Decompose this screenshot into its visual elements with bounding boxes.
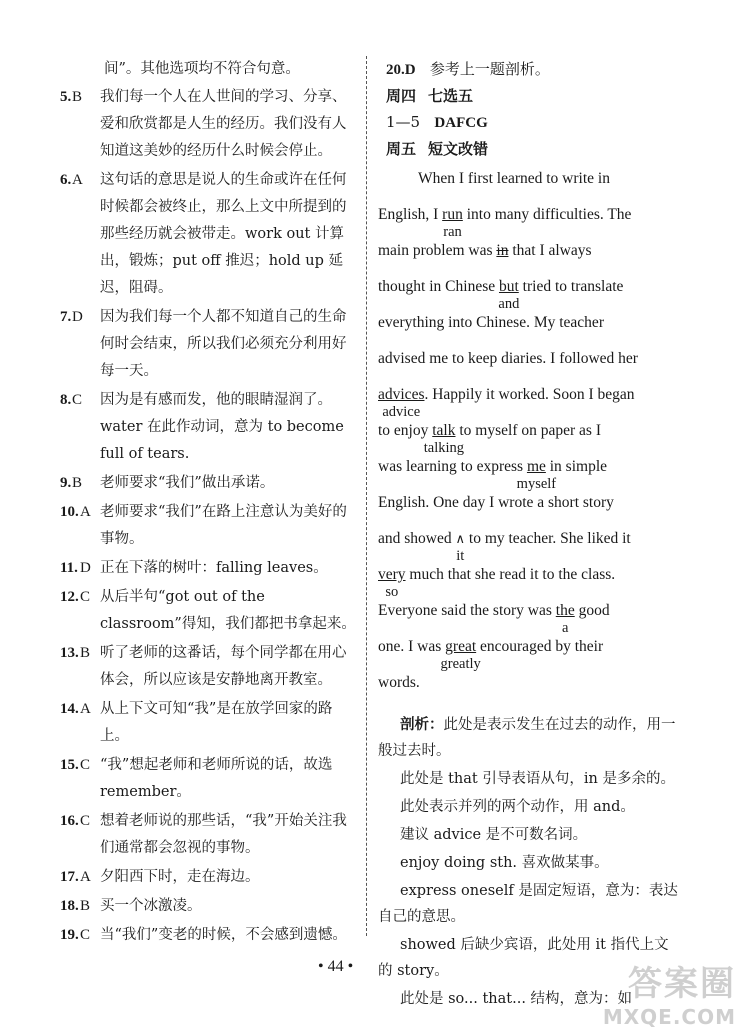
error-word: talk [432, 422, 456, 439]
essay-sentence: English. One day I wrote a short story [378, 494, 614, 511]
essay-text [378, 350, 674, 368]
essay-sentence: to my teacher. She liked it [465, 530, 631, 547]
answer-letter: B [72, 475, 83, 491]
answer-explanation: 买一个冰激凌。 [100, 898, 202, 914]
answer-explanation: “我”想起老师和老师所说的话，故选 remember。 [100, 757, 333, 800]
essay-sentence: that I always [508, 242, 592, 259]
answer-letter: B [72, 89, 83, 105]
essay-text [378, 494, 674, 512]
essay-text [378, 314, 674, 332]
essay-sentence: English, I [378, 206, 443, 223]
answer-letter: A [72, 172, 83, 188]
answer-item [60, 696, 360, 750]
essay-sentence: words. [378, 674, 420, 691]
answer-number: 10. [60, 504, 79, 520]
answer-letter: B [80, 898, 91, 914]
answer-explanation: 因为我们每一个人都不知道自己的生命何时会结束，所以我们必须充分利用好每一天。 [100, 309, 347, 379]
correction-word: it [456, 548, 465, 564]
answer-explanation: 夕阳西下时，走在海边。 [100, 869, 260, 885]
answer-number: 19. [60, 927, 79, 943]
error-word: the [555, 602, 575, 619]
answer-number: 20. [386, 62, 405, 78]
essay-sentence: When I first learned to write in [418, 170, 610, 187]
essay-text [378, 422, 674, 440]
answer-explanation: 当“我们”变老的时候，不会感到遗憾。 [100, 927, 347, 943]
essay-text [378, 638, 674, 656]
essay-sentence: main problem was [378, 242, 497, 259]
answer-number: 5. [60, 89, 72, 105]
essay-line [378, 490, 678, 526]
essay-correction [378, 166, 678, 706]
answer-explanation: 因为是有感而发，他的眼睛湿润了。water 在此作动词，意为 to become full of tears. [100, 392, 344, 462]
essay-line [378, 274, 678, 310]
essay-line [378, 202, 678, 238]
answer-letter: C [80, 927, 91, 943]
answer-number: 16. [60, 813, 79, 829]
answer-number: 6. [60, 172, 72, 188]
essay-line [378, 598, 678, 634]
error-word: run [442, 206, 463, 223]
essay-text [378, 386, 674, 404]
essay-text [378, 530, 674, 548]
answer-letter: D [72, 309, 83, 325]
analysis-paragraph [378, 822, 678, 848]
essay-sentence: Everyone said the story was [378, 602, 556, 619]
range-answer: DAFCG [434, 115, 488, 131]
answer-letter: C [72, 392, 83, 408]
answer-item [60, 470, 360, 497]
analysis-paragraph [378, 878, 678, 930]
error-word: but [498, 278, 519, 295]
error-word: me [526, 458, 546, 475]
watermark-en: MXQE.COM [602, 1005, 736, 1029]
analysis-text: express oneself 是固定短语，意为：表达自己的意思。 [378, 883, 678, 925]
answer-item [60, 893, 360, 920]
section-type: 七选五 [428, 87, 474, 105]
left-column [60, 56, 360, 949]
page-number: • 44 • [318, 958, 354, 975]
error-word: great [445, 638, 477, 655]
answer-letter: D [404, 62, 416, 78]
answer-item [60, 640, 360, 694]
answer-item [60, 304, 360, 385]
essay-sentence: advised me to keep diaries. I followed her [378, 350, 638, 367]
answer-item [60, 499, 360, 553]
answer-explanation: 老师要求“我们”在路上注意认为美好的事物。 [100, 504, 347, 547]
watermark-logo [603, 956, 736, 1029]
answer-item [60, 864, 360, 891]
answer-list [60, 84, 360, 949]
answer-explanation: 老师要求“我们”做出承诺。 [100, 475, 275, 491]
essay-sentence: was learning to express [378, 458, 527, 475]
correction-word: ran [443, 224, 462, 240]
essay-line [378, 562, 678, 598]
answer-item-20 [378, 56, 678, 83]
answer-letter: C [80, 757, 91, 773]
section-day: 周四 [386, 87, 417, 105]
correction-word: so [385, 584, 399, 600]
answer-item [60, 555, 360, 582]
answer-number: 14. [60, 701, 79, 717]
essay-text [378, 602, 674, 620]
answer-explanation: 我们每一个人在人世间的学习、分享、爱和欣赏都是人生的经历。我们没有人知道这美妙的经历什么时候会停止。 [100, 89, 347, 159]
essay-text [378, 278, 674, 296]
essay-sentence: . Happily it worked. Soon I began [424, 386, 635, 403]
section-type: 短文改错 [428, 140, 489, 158]
correction-word: myself [516, 476, 557, 492]
answer-letter: C [80, 813, 91, 829]
answer-number: 17. [60, 869, 79, 885]
answer-number: 9. [60, 475, 72, 491]
correction-word: a [562, 620, 569, 636]
answer-number: 12. [60, 589, 79, 605]
analysis-text: 此处是表示发生在过去的动作，用一般过去时。 [378, 717, 676, 759]
analysis-label: 剖析： [400, 716, 444, 733]
analysis-paragraph [378, 766, 678, 792]
analysis-paragraph [378, 712, 678, 764]
answer-letter: C [80, 589, 91, 605]
answer-letter: A [80, 504, 91, 520]
essay-line [378, 382, 678, 418]
answer-number: 11. [60, 560, 78, 576]
section-heading-thursday [378, 83, 678, 109]
analysis-text: enjoy doing sth. 喜欢做某事。 [400, 855, 609, 871]
correction-word: greatly [440, 656, 481, 672]
answer-explanation: 正在下落的树叶：falling leaves。 [100, 560, 328, 576]
analysis-text: 此处表示并列的两个动作，用 and。 [400, 799, 635, 815]
essay-line [378, 454, 678, 490]
answer-item [60, 84, 360, 165]
correction-word: advice [382, 404, 421, 420]
insertion-mark: ∧ [455, 532, 466, 547]
essay-text [378, 242, 674, 260]
essay-line [378, 166, 678, 202]
essay-sentence: good [574, 602, 610, 619]
essay-text [378, 458, 674, 476]
analysis-text: 建议 advice 是不可数名词。 [400, 827, 588, 843]
section-heading-friday [378, 136, 678, 162]
answer-number: 18. [60, 898, 79, 914]
analysis-text: 此处是 so... that... 结构，意为：如 [400, 991, 633, 1007]
answer-number: 7. [60, 309, 72, 325]
answer-item [60, 387, 360, 468]
answer-explanation: 想着老师说的那些话，“我”开始关注我们通常都会忽视的事物。 [100, 813, 347, 856]
essay-sentence: one. I was [378, 638, 446, 655]
essay-line [378, 526, 678, 562]
essay-line [378, 670, 678, 706]
essay-sentence: to myself on paper as I [455, 422, 601, 439]
essay-line [378, 634, 678, 670]
analysis-text: showed 后缺少宾语，此处用 it 指代上文的 story。 [378, 937, 669, 979]
continued-text: 间”。其他选项均不符合句意。 [104, 61, 300, 77]
essay-sentence: thought in Chinese [378, 278, 499, 295]
essay-text [378, 674, 674, 692]
essay-line [378, 310, 678, 346]
essay-sentence: tried to translate [518, 278, 624, 295]
answer-number: 15. [60, 757, 79, 773]
answer-explanation: 听了老师的这番话，每个同学都在用心体会，所以应该是安静地离开教室。 [100, 645, 347, 688]
answer-range [378, 109, 678, 136]
answer-explanation: 这句话的意思是说人的生命或许在任何时候都会被终止，那么上文中所提到的那些经历就会被带走。work out 计算出，锻炼；put off 推迟；hold up 延迟，阻碍。 [100, 172, 347, 296]
answer-letter: D [80, 560, 91, 576]
analysis-paragraph [378, 850, 678, 876]
answer-item [60, 922, 360, 949]
analysis-paragraph [378, 794, 678, 820]
essay-line [378, 418, 678, 454]
answer-letter: A [80, 869, 91, 885]
answer-item [60, 752, 360, 806]
essay-sentence: much that she read it to the class. [405, 566, 616, 583]
section-day: 周五 [386, 140, 417, 158]
range-label: 1—5 [386, 113, 421, 131]
correction-word: talking [423, 440, 465, 456]
analysis-text: 此处是 that 引导表语从句，in 是多余的。 [400, 771, 675, 787]
essay-text [418, 170, 714, 188]
essay-sentence: everything into Chinese. My teacher [378, 314, 604, 331]
essay-sentence: in simple [545, 458, 608, 475]
essay-sentence: encouraged by their [476, 638, 604, 655]
watermark-cn: 答案圈 [628, 964, 736, 1004]
answer-explanation: 参考上一题剖析。 [429, 60, 550, 78]
answer-explanation: 从上下文可知“我”是在放学回家的路上。 [100, 701, 333, 744]
answer-letter: A [80, 701, 91, 717]
answer-item [60, 584, 360, 638]
essay-text [378, 206, 674, 224]
answer-number: 8. [60, 392, 72, 408]
essay-sentence: and showed [378, 530, 456, 547]
column-divider [366, 56, 367, 936]
error-word: in [496, 242, 509, 259]
error-word: very [378, 566, 406, 583]
right-column [378, 56, 678, 1014]
answer-number: 13. [60, 645, 79, 661]
essay-text [378, 566, 674, 584]
correction-word: and [498, 296, 520, 312]
answer-explanation: 从后半句“got out of the classroom”得知，我们都把书拿起来。 [100, 589, 356, 632]
error-word: advices [378, 386, 425, 403]
essay-sentence: into many difficulties. The [462, 206, 632, 223]
essay-line [378, 238, 678, 274]
essay-sentence: to enjoy [378, 422, 433, 439]
answer-item [60, 167, 360, 302]
answer-letter: B [80, 645, 91, 661]
essay-line [378, 346, 678, 382]
answer-item [60, 808, 360, 862]
